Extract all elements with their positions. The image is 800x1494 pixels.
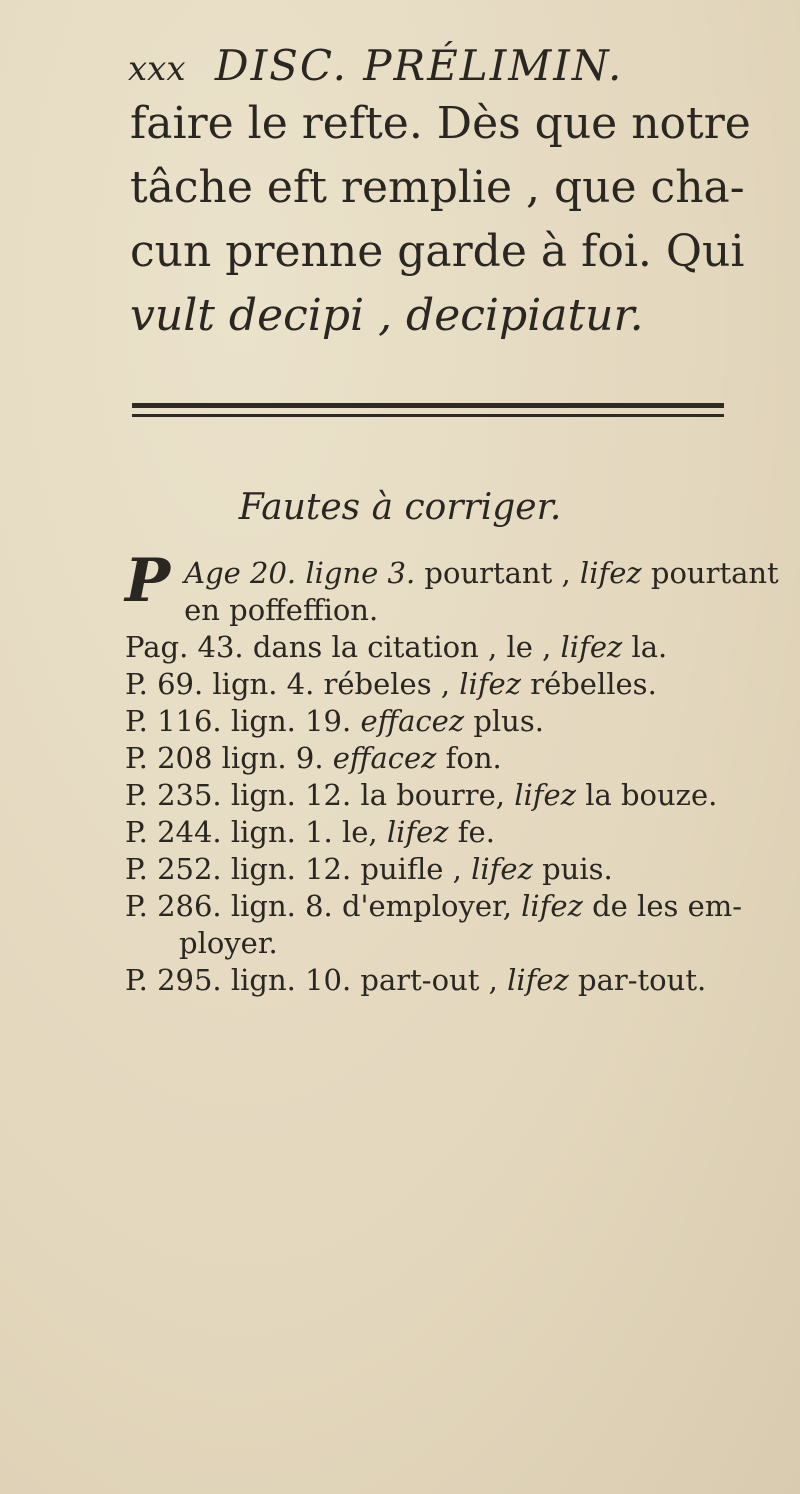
errata-entry-continued (125, 925, 785, 962)
running-head: DISC. PRÉLIMIN. (214, 41, 624, 90)
body-line-1: faire le refte. Dès que notre (130, 98, 751, 149)
errata-ref: P. 116. lign. 19. (125, 704, 352, 738)
errata-text: le, (332, 815, 387, 849)
errata-ref: P. 295. lign. 10. (125, 963, 352, 997)
errata-entry (125, 666, 785, 703)
errata-correction: la. (622, 630, 668, 664)
errata-instruction: lifez (471, 852, 533, 886)
errata-instruction: lifez (560, 630, 623, 664)
errata-correction: fon. (436, 741, 502, 775)
errata-instruction: lifez (459, 667, 521, 701)
errata-list (125, 546, 785, 999)
errata-instruction: lifez (579, 556, 642, 590)
errata-instruction: lifez (514, 778, 576, 812)
errata-entry-continued (125, 592, 785, 629)
errata-text: dans la citation , le , (243, 630, 561, 664)
errata-correction: par-tout. (568, 963, 707, 997)
errata-correction: de les em- (582, 889, 743, 923)
errata-text: part-out , (351, 963, 508, 997)
running-header (128, 40, 748, 95)
errata-text: la bourre, (351, 778, 515, 812)
errata-ref: P. 286. lign. 8. (125, 889, 333, 923)
errata-correction: pourtant (641, 556, 779, 590)
errata-ref: Age 20. ligne 3. (184, 556, 416, 590)
errata-instruction: lifez (521, 889, 583, 923)
errata-ref: Pag. 43. (125, 630, 244, 664)
errata-entry (125, 703, 785, 740)
errata-instruction: effacez (332, 741, 437, 775)
errata-correction: puis. (532, 852, 613, 886)
errata-entry (125, 888, 785, 925)
errata-correction: rébelles. (521, 667, 657, 701)
body-line-4: vult decipi , decipiatur. (130, 290, 644, 341)
errata-ref: P. 235. lign. 12. (125, 778, 352, 812)
errata-correction: plus. (464, 704, 544, 738)
drop-cap: P (125, 546, 171, 616)
errata-entry (125, 740, 785, 777)
body-line-2: tâche eft remplie , que cha- (130, 162, 745, 213)
errata-text: d'employer, (332, 889, 522, 923)
errata-text: rébeles , (314, 667, 460, 701)
errata-instruction: effacez (360, 704, 465, 738)
errata-ref: P. 69. lign. 4. (125, 667, 315, 701)
errata-text: ployer. (179, 926, 278, 960)
errata-entry (125, 629, 785, 666)
page-number: xxx (128, 49, 186, 89)
errata-ref: P. 208 lign. 9. (125, 741, 324, 775)
errata-ref: P. 244. lign. 1. (125, 815, 333, 849)
errata-instruction: lifez (386, 815, 449, 849)
errata-text (324, 741, 333, 775)
errata-text: pourtant , (415, 556, 580, 590)
errata-correction: fe. (448, 815, 495, 849)
errata-title: Fautes à corriger. (238, 487, 562, 528)
errata-text: puifle , (351, 852, 472, 886)
section-divider (132, 403, 724, 417)
errata-entry (125, 814, 785, 851)
errata-instruction: lifez (507, 963, 569, 997)
errata-text: en poffeffion. (184, 593, 379, 627)
errata-entry (125, 962, 785, 999)
errata-entry (125, 851, 785, 888)
errata-correction: la bouze. (575, 778, 718, 812)
errata-ref: P. 252. lign. 12. (125, 852, 352, 886)
body-line-3: cun prenne garde à foi. Qui (130, 226, 745, 277)
errata-entry (125, 777, 785, 814)
